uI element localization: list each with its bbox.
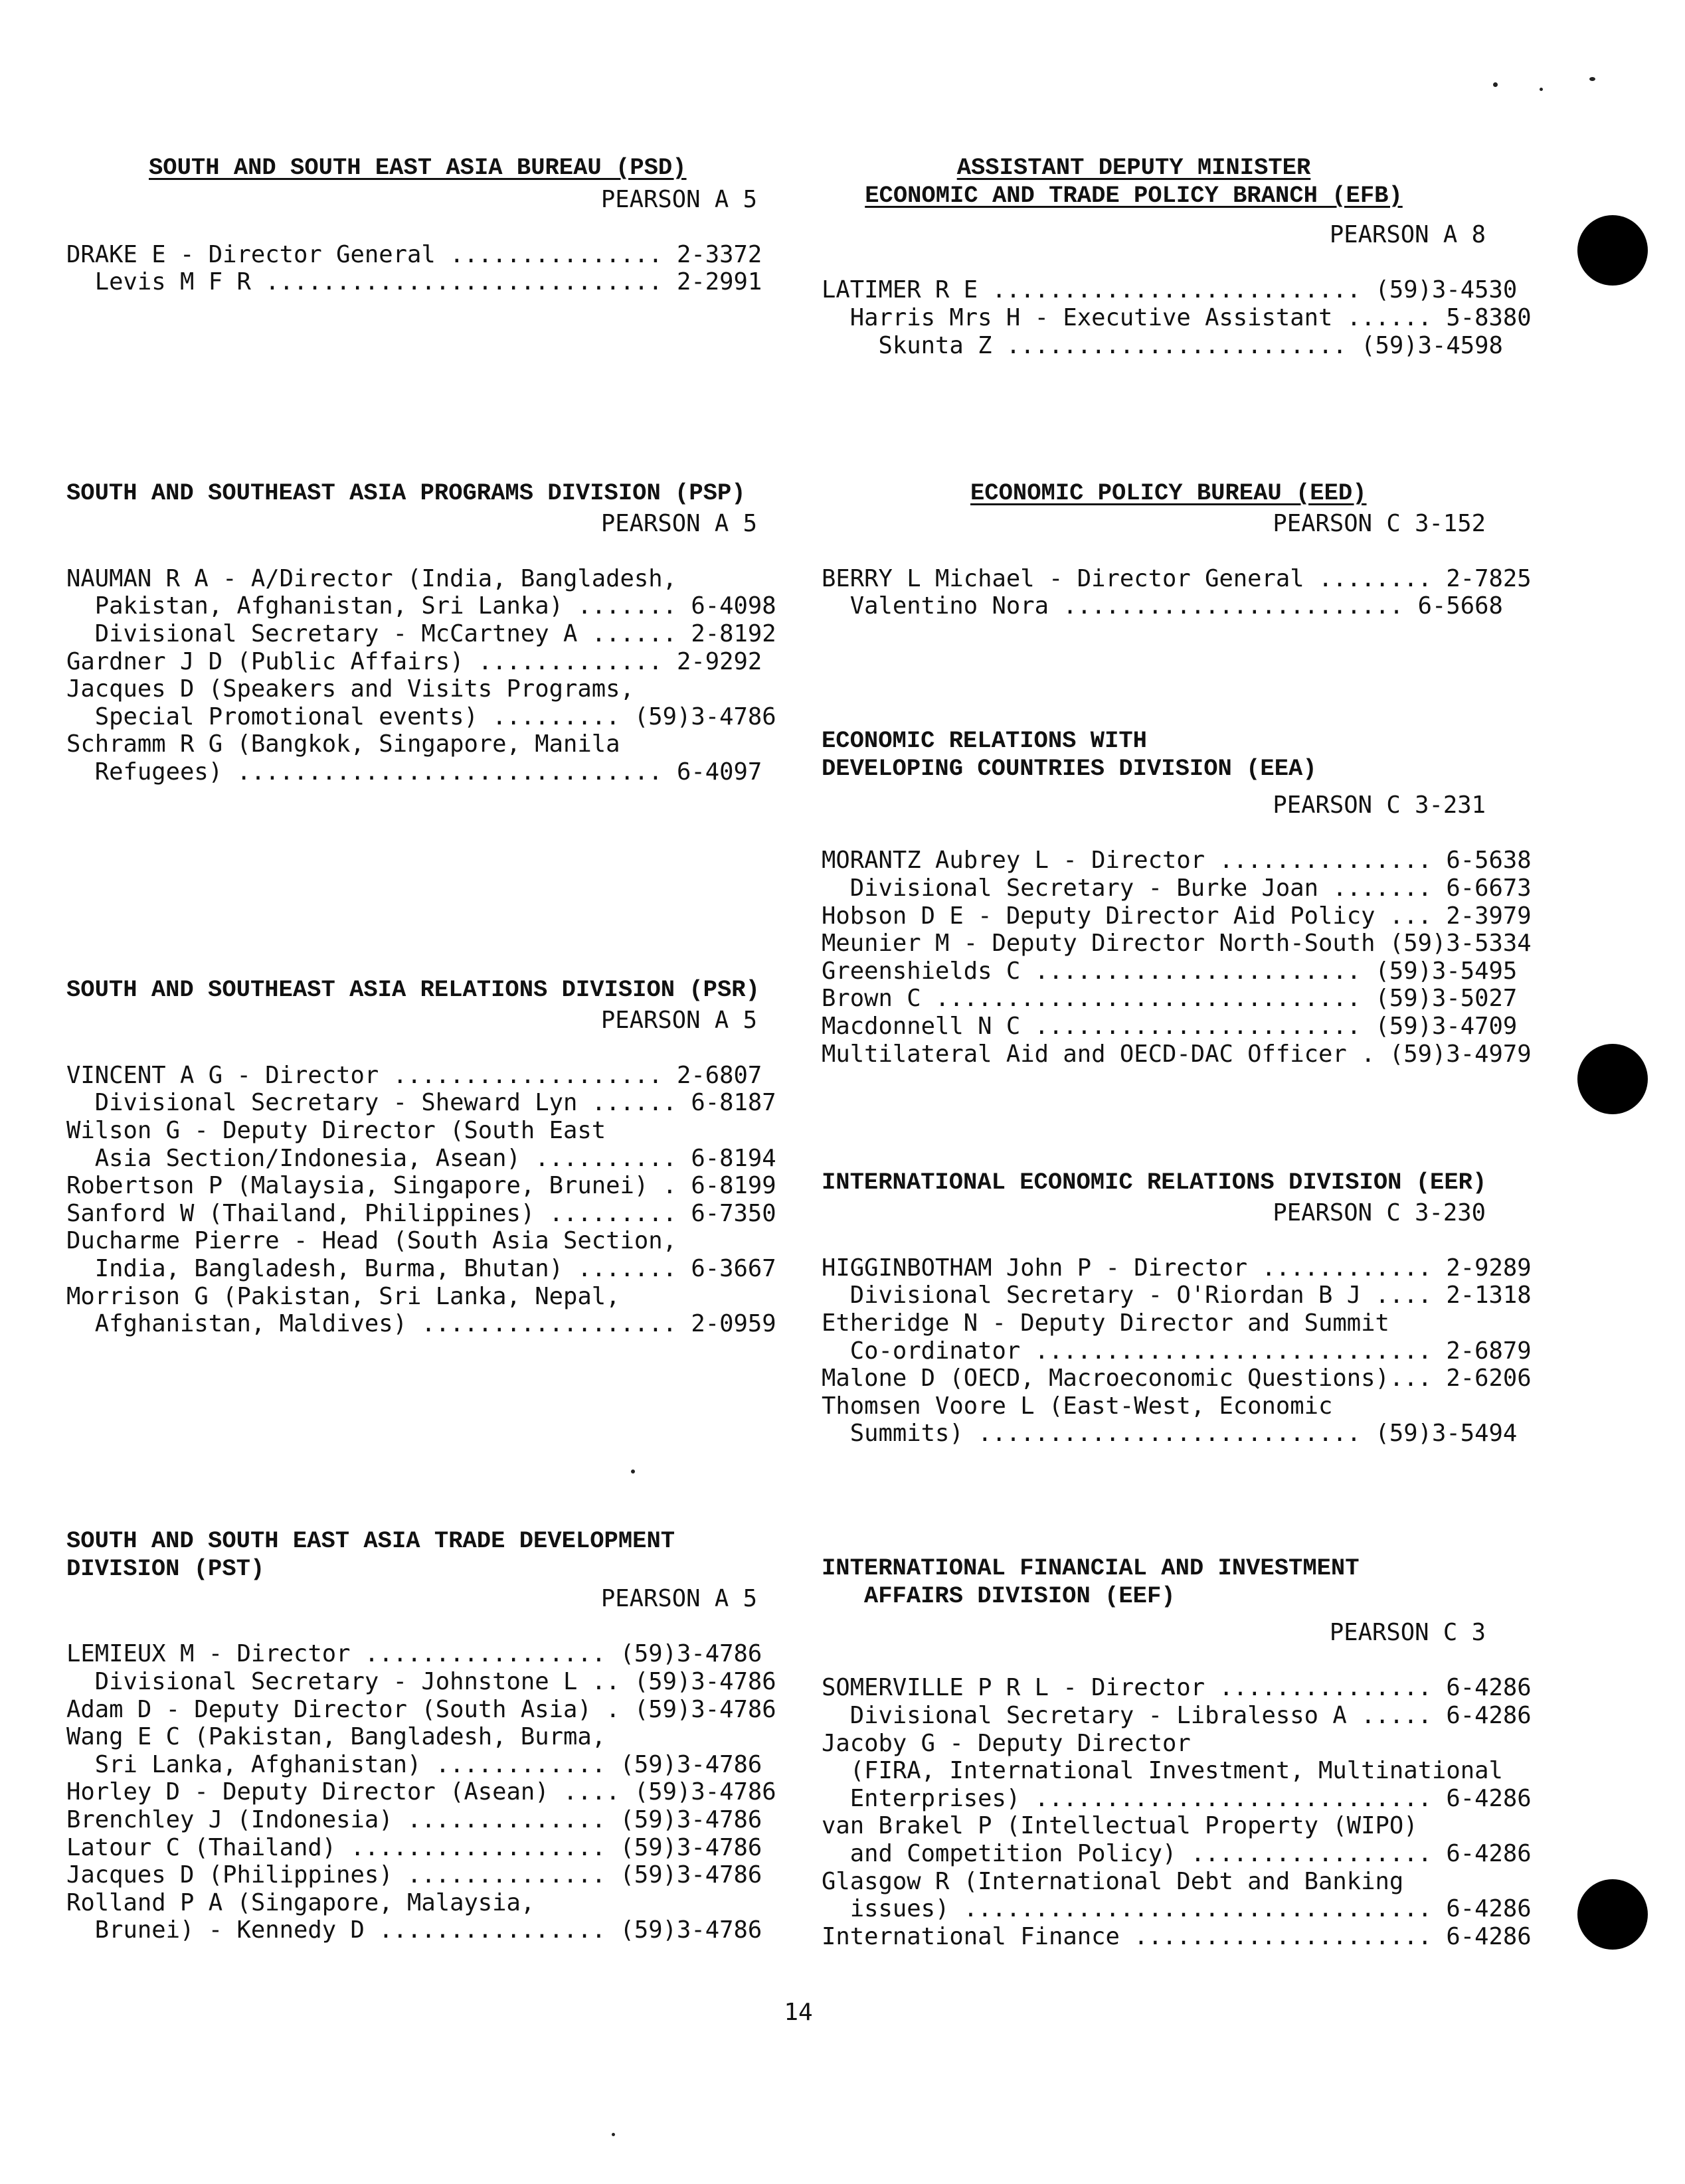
section-entries: LATIMER R E .......................... (59)3-4530 Harris Mrs H - Executive Assistant ...... 5-8380 Skunta Z ........................ (59)3-4598 — [822, 276, 1532, 359]
section-title: SOUTH AND SOUTHEAST ASIA RELATIONS DIVISION (PSR) — [66, 976, 760, 1003]
section-eef — [822, 1554, 1532, 1950]
section-location: PEARSON C 3-230 — [1273, 1199, 1486, 1226]
section-title: SOUTH AND SOUTHEAST ASIA PROGRAMS DIVISION (PSP) — [66, 479, 746, 507]
section-efb — [822, 154, 1532, 359]
scan-speck — [612, 2133, 615, 2136]
section-entries: LEMIEUX M - Director ................. (59)3-4786 Divisional Secretary - Johnstone L .. (59)3-4786 Adam D - Deputy Director (South Asia) . (59)3-4786 Wang E C (Pakistan, Bangladesh, Burma, Sri Lanka, Afghanistan) ............ (59)3-4786 Horley D - Deputy Director (Asean) .... (59)3-4786 Brenchley J (Indonesia) .............. (59)3-4786 Latour C (Thailand) .................. (59)3-4786 Jacques D (Philippines) .............. (59)3-4786 Rolland P A (Singapore, Malaysia, Brunei) - Kennedy D ................ (59)3-4786 — [66, 1640, 776, 1944]
section-location: PEARSON C 3-231 — [1273, 792, 1486, 819]
scan-speck — [1493, 82, 1498, 87]
punch-hole — [1577, 215, 1648, 286]
section-eea — [822, 727, 1532, 1068]
section-psr — [66, 976, 776, 1338]
punch-hole — [1577, 1879, 1648, 1950]
page-number: 14 — [784, 1999, 813, 2026]
section-location: PEARSON C 3-152 — [1273, 509, 1486, 537]
section-title: INTERNATIONAL ECONOMIC RELATIONS DIVISION (EER) — [822, 1169, 1487, 1196]
section-location: PEARSON A 5 — [600, 185, 757, 213]
section-location: PEARSON A 5 — [600, 509, 757, 537]
section-location: PEARSON C 3 — [1329, 1619, 1486, 1647]
section-eer — [822, 1169, 1532, 1448]
section-title: INTERNATIONAL FINANCIAL AND INVESTMENT AFFAIRS DIVISION (EEF) — [822, 1554, 1360, 1610]
section-title: ECONOMIC RELATIONS WITH DEVELOPING COUNTRIES DIVISION (EEA) — [822, 727, 1317, 782]
section-entries: VINCENT A G - Director ................... 2-6807 Divisional Secretary - Sheward Lyn ...... 6-8187 Wilson G - Deputy Director (South East Asia Section/Indonesia, Asean) .......... 6-8194 Robertson P (Malaysia, Singapore, Brunei) . 6-8199 Sanford W (Thailand, Philippines) ......... 6-7350 Ducharme Pierre - Head (South Asia Section, India, Bangladesh, Burma, Bhutan) ....... 6-3667 Morrison G (Pakistan, Sri Lanka, Nepal, Afghanistan, Maldives) .................. 2-0959 — [66, 1061, 776, 1338]
section-location: PEARSON A 5 — [600, 1585, 757, 1613]
section-title: ASSISTANT DEPUTY MINISTER ECONOMIC AND TRADE POLICY BRANCH (EFB) — [865, 154, 1403, 209]
section-pst — [66, 1527, 776, 1944]
scan-speck — [1589, 77, 1595, 81]
section-entries: BERRY L Michael - Director General ........ 2-7825 Valentino Nora ........................ 6-5668 — [822, 564, 1532, 620]
section-entries: HIGGINBOTHAM John P - Director ............ 2-9289 Divisional Secretary - O'Riordan B J .... 2-1318 Etheridge N - Deputy Director and Summit Co-ordinator ............................ 2-6879 Malone D (OECD, Macroeconomic Questions)... 2-6206 Thomsen Voore L (East-West, Economic Summits) ........................... (59)3-5494 — [822, 1254, 1532, 1448]
section-psd — [66, 154, 762, 296]
section-title: SOUTH AND SOUTH EAST ASIA TRADE DEVELOPMENT DIVISION (PST) — [66, 1527, 675, 1582]
section-psp — [66, 479, 776, 786]
section-location: PEARSON A 5 — [600, 1006, 757, 1034]
section-title: SOUTH AND SOUTH EAST ASIA BUREAU (PSD) — [149, 154, 687, 181]
scan-speck — [1540, 88, 1543, 91]
section-entries: SOMERVILLE P R L - Director ............... 6-4286 Divisional Secretary - Libralesso A ..... 6-4286 Jacoby G - Deputy Director (FIRA, International Investment, Multinational Enterprises) ............................ 6-4286 van Brakel P (Intellectual Property (WIPO) and Competition Policy) ................. 6-4286 Glasgow R (International Debt and Banking issues) ................................. 6-4286 International Finance ..................... 6-4286 — [822, 1674, 1532, 1950]
section-title: ECONOMIC POLICY BUREAU (EED) — [970, 479, 1367, 507]
section-location: PEARSON A 8 — [1329, 221, 1486, 249]
punch-hole — [1577, 1044, 1648, 1114]
section-entries: NAUMAN R A - A/Director (India, Bangladesh, Pakistan, Afghanistan, Sri Lanka) ....... 6-4098 Divisional Secretary - McCartney A ...... 2-8192 Gardner J D (Public Affairs) ............. 2-9292 Jacques D (Speakers and Visits Programs, Special Promotional events) ......... (59)3-4786 Schramm R G (Bangkok, Singapore, Manila Refugees) .............................. 6-4097 — [66, 564, 776, 786]
scan-speck — [631, 1470, 635, 1473]
section-entries: MORANTZ Aubrey L - Director ............... 6-5638 Divisional Secretary - Burke Joan ....... 6-6673 Hobson D E - Deputy Director Aid Policy ... 2-3979 Meunier M - Deputy Director North-South (59)3-5334 Greenshields C ....................... (59)3-5495 Brown C .............................. (59)3-5027 Macdonnell N C ....................... (59)3-4709 Multilateral Aid and OECD-DAC Officer . (59)3-4979 — [822, 847, 1532, 1068]
section-entries: DRAKE E - Director General ............... 2-3372 Levis M F R ............................ 2-2991 — [66, 240, 762, 296]
section-eed — [822, 479, 1532, 620]
